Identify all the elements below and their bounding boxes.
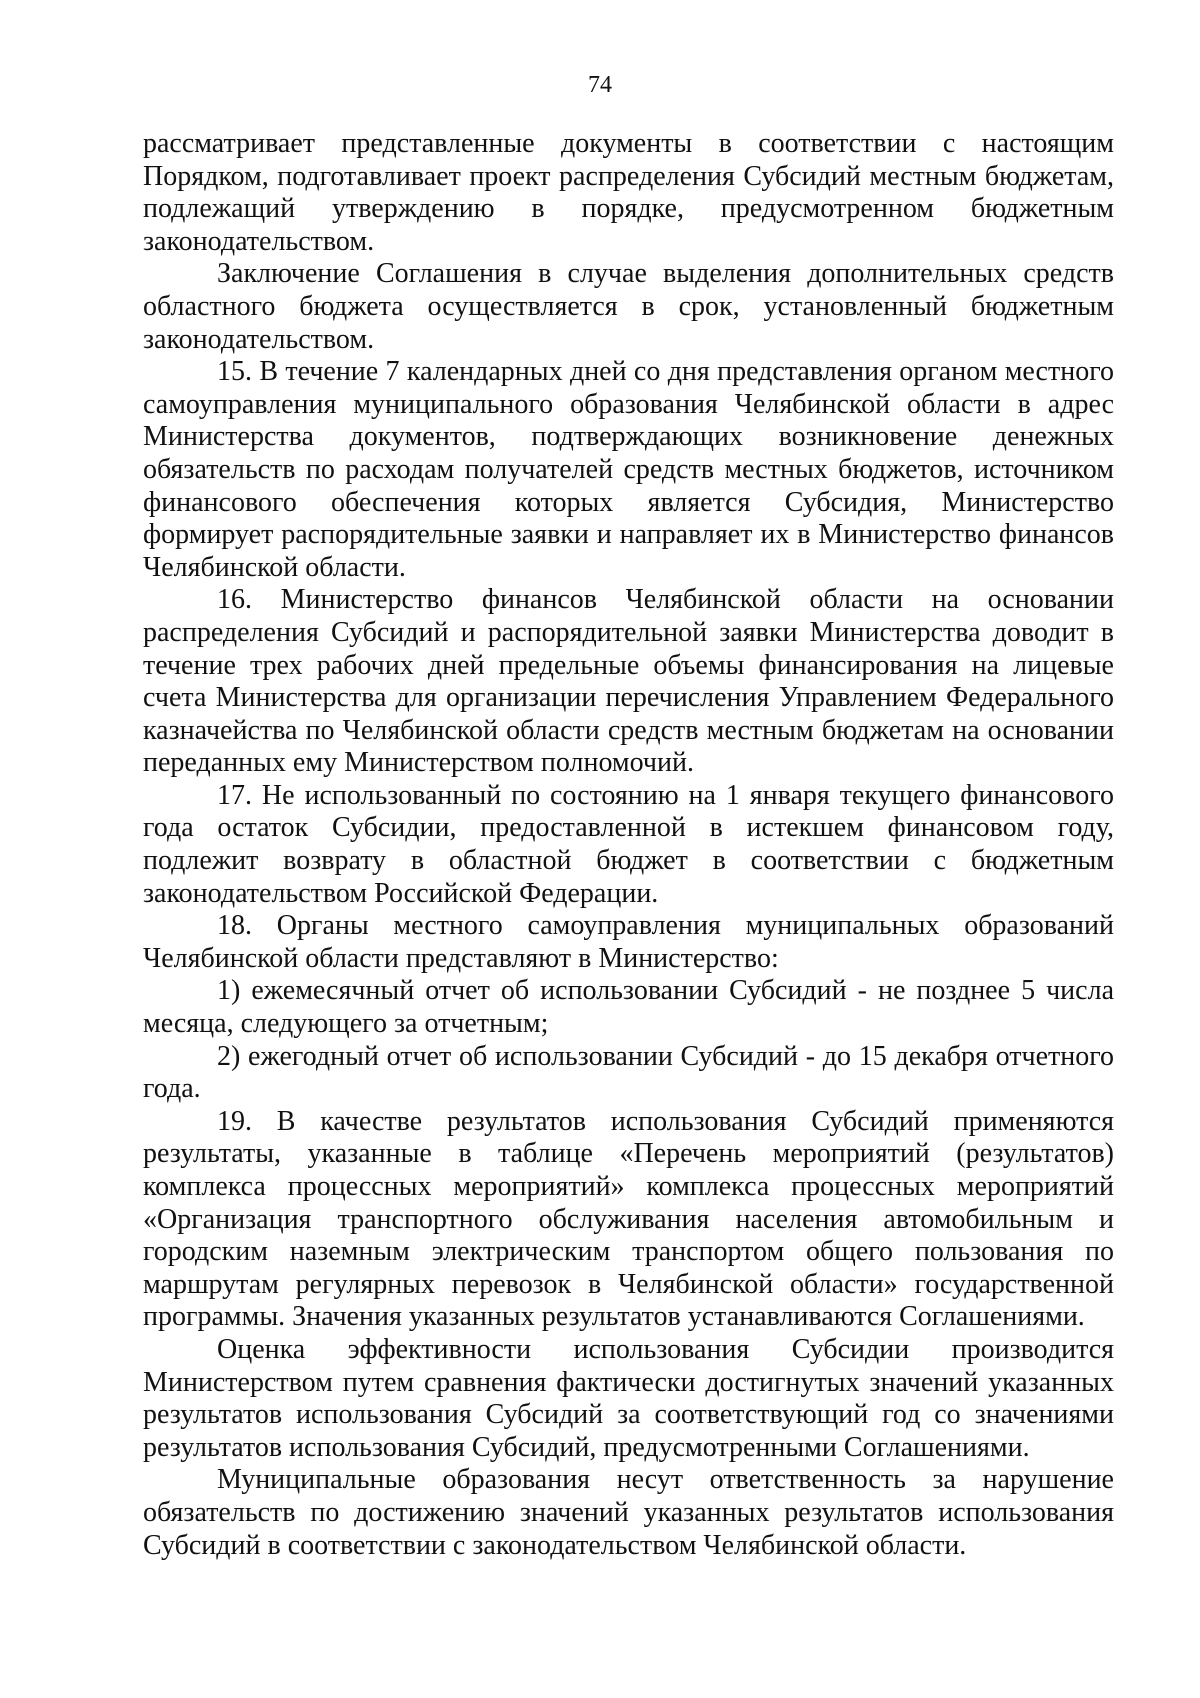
document-body xyxy=(143,128,1114,1562)
paragraph: Оценка эффективности использования Субсидии производится Министерством путем сравнения фактически достигнутых значений указанных результатов использования Субсидий за соответствующий год со значениями результатов использования Субсидий, предусмотренными Соглашениями. xyxy=(143,1333,1114,1463)
paragraph-clause-18: 18. Органы местного самоуправления муниципальных образований Челябинской области представляют в Министерство: xyxy=(143,910,1114,974)
list-item: 1) ежемесячный отчет об использовании Субсидий - не позднее 5 числа месяца, следующего за отчетным; xyxy=(143,975,1114,1040)
paragraph-clause-16: 16. Министерство финансов Челябинской области на основании распределения Субсидий и распорядительной заявки Министерства доводит в течение трех рабочих дней предельные объемы финансирования на лицевые счета Министерства для организации перечисления Управлением Федерального казначейства по Челябинской области средств местным бюджетам на основании переданных ему Министерством полномочий. xyxy=(143,584,1114,779)
paragraph: Заключение Соглашения в случае выделения дополнительных средств областного бюджета осуществляется в срок, установленный бюджетным законодательством. xyxy=(143,258,1114,355)
paragraph: Муниципальные образования несут ответственность за нарушение обязательств по достижению значений указанных результатов использования Субсидий в соответствии с законодательством Челябинской области. xyxy=(143,1464,1114,1561)
list-item: 2) ежегодный отчет об использовании Субсидий - до 15 декабря отчетного года. xyxy=(143,1040,1114,1105)
paragraph-clause-15: 15. В течение 7 календарных дней со дня представления органом местного самоуправления муниципального образования Челябинской области в адрес Министерства документов, подтверждающих возникновение денежных обязательств по расходам получателей средств местных бюджетов, источником финансового обеспечения которых является Субсидия, Министерство формирует распорядительные заявки и направляет их в Министерство финансов Челябинской области. xyxy=(143,356,1114,583)
paragraph-clause-19: 19. В качестве результатов использования Субсидий применяются результаты, указанные в таблице «Перечень мероприятий (результатов) комплекса процессных мероприятий» комплекса процессных мероприятий «Организация транспортного обслуживания населения автомобильным и городским наземным электрическим транспортом общего пользования по маршрутам регулярных перевозок в Челябинской области» государственной программы. Значения указанных результатов устанавливаются Соглашениями. xyxy=(143,1105,1114,1333)
paragraph: рассматривает представленные документы в соответствии с настоящим Порядком, подготавливает проект распределения Субсидий местным бюджетам, подлежащий утверждению в порядке, предусмотренном бюджетным законодательством. xyxy=(143,128,1114,257)
page-number: 74 xyxy=(588,72,612,98)
paragraph-clause-17: 17. Не использованный по состоянию на 1 января текущего финансового года остаток Субсидии, предоставленной в истекшем финансовом году, подлежит возврату в областной бюджет в соответствии с бюджетным законодательством Российской Федерации. xyxy=(143,779,1114,909)
